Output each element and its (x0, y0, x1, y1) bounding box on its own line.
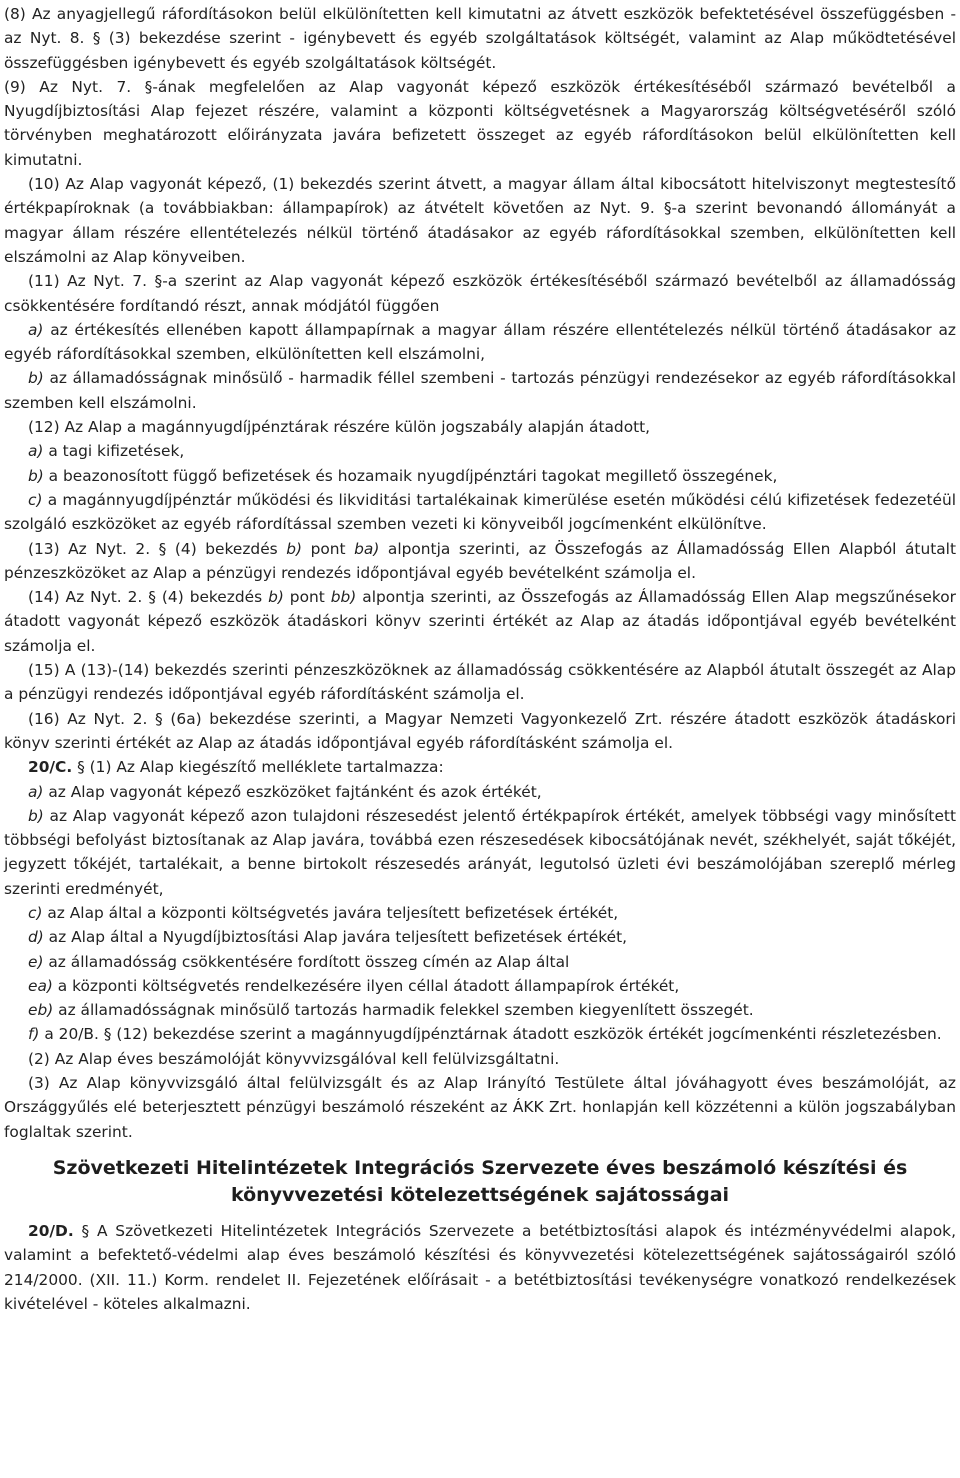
paragraph (4, 780, 956, 804)
paragraph-text: a tagi kifizetések, (43, 442, 185, 461)
paragraph (4, 318, 956, 367)
paragraph-text: a beazonosított függő befizetések és hozamaik nyugdíjpénztári tagokat megillető összegének, (43, 466, 778, 485)
item-marker: a) (28, 320, 44, 339)
paragraph-text: az Alap vagyonát képező azon tulajdoni részesedést jelentő értékpapírok értékét, amelyek többségi vagy minősített többségi befolyást biztosítanak az Alap javára, továbbá ezen részesedések kibocsátójának nevét, székhelyét, saját tőkéjét, jegyzett tőkéjét, tartalékait, a benne birtokolt részesedés arányát, legutolsó üzleti évi beszámolójában szereplő mérleg szerinti eredményét, (4, 806, 956, 898)
section-number: 20/C. (28, 758, 73, 777)
paragraph-text: az Alap által a központi költségvetés javára teljesített befizetések értékét, (42, 903, 619, 922)
paragraph-text: (11) Az Nyt. 7. §-a szerint az Alap vagyonát képező eszközök értékesítéséből származó bevételből az államadósság csökkentésére fordítandó részt, annak módjától függően (4, 272, 956, 315)
paragraph (4, 658, 956, 707)
paragraph (4, 755, 956, 779)
paragraph (4, 537, 956, 586)
item-marker: d) (28, 928, 44, 947)
paragraph-text: (12) Az Alap a magánnyugdíjpénztárak részére külön jogszabály alapján átadott, (28, 418, 651, 437)
paragraph-text: (10) Az Alap vagyonát képező, (1) bekezdés szerint átvett, a magyar állam által kibocsátott hitelviszonyt megtestesítő értékpapíroknak (a továbbiakban: állampapírok) az átvételt követően az Nyt. 9. §-a szerint bevonandó állományát a magyar állam részére ellentételezés nélkül történő átadásakor az egyéb ráfordításokkal szemben, elkülönítetten kell elszámolni az Alap könyveiben. (4, 175, 956, 266)
item-marker: ba) (354, 539, 380, 558)
item-marker: a) (28, 442, 44, 461)
paragraph-text: a 20/B. § (12) bekezdése szerint a magánnyugdíjpénztárnak átadott eszközök értékét jogcímenkénti részletezésben. (39, 1025, 942, 1044)
item-marker: c) (28, 903, 43, 922)
paragraph (4, 925, 956, 949)
paragraph-text: az államadósság csökkentésére fordított összeg címén az Alap által (43, 952, 570, 971)
item-marker: b) (28, 466, 44, 485)
paragraph (4, 415, 956, 439)
paragraph (4, 901, 956, 925)
paragraph-text: pont (302, 539, 355, 558)
item-marker: f) (28, 1025, 40, 1044)
paragraph (4, 974, 956, 998)
paragraph-text: (16) Az Nyt. 2. § (6a) bekezdése szerinti, a Magyar Nemzeti Vagyonkezelő Zrt. részére átadott eszközök átadáskori könyv szerinti értékét az Alap az átadás időpontjával egyéb ráfordításként számolja el. (4, 709, 956, 752)
paragraph-text: (3) Az Alap könyvvizsgáló által felülvizsgált és az Alap Irányító Testülete által jóváhagyott éves beszámolóját, az Országgyűlés elé beterjesztett pénzügyi beszámoló részeként az ÁKK Zrt. honlapján kell közzétenni a külön jogszabályban foglaltak szerint. (4, 1074, 956, 1141)
paragraph-text: (13) Az Nyt. 2. § (4) bekezdés (28, 539, 287, 558)
paragraph-text: § (1) Az Alap kiegészítő melléklete tartalmazza: (72, 758, 444, 777)
paragraph-text: az államadósságnak minősülő - harmadik féllel szembeni - tartozás pénzügyi rendezésekor az egyéb ráfordításokkal szemben kell elszámolni. (4, 369, 956, 412)
item-marker: b) (286, 539, 303, 558)
paragraph-text: az értékesítés ellenében kapott állampapírnak a magyar állam részére ellentételezés nélkül történő átadásakor az egyéb ráfordításokkal szemben, elkülönítetten kell elszámolni, (4, 320, 956, 364)
paragraph-text: a magánnyugdíjpénztár működési és likviditási tartalékainak kimerülése esetén működési célú kifizetések fedezetéül szolgáló eszközöket az egyéb ráfordítással szemben vezeti ki könyveiből jogcímenként elkülönítve. (4, 490, 956, 534)
paragraph-text: (8) Az anyagjellegű ráfordításokon belül elkülönítetten kell kimutatni az átvett eszközök befektetésével összefüggésben - az Nyt. 8. § (3) bekezdése szerint - igénybevett és egyéb szolgáltatások költségét, valamint az Alap működtetésével összefüggésben igénybevett és egyéb szolgáltatások költségét. (4, 5, 956, 72)
final-section (4, 1219, 956, 1316)
paragraph (4, 707, 956, 756)
item-marker: a) (28, 782, 44, 801)
paragraph (4, 269, 956, 318)
paragraph (4, 2, 956, 75)
section-number: 20/D. (28, 1221, 74, 1240)
paragraph-text: (9) Az Nyt. 7. §-ának megfelelően az Alap vagyonát képező eszközök értékesítéséből származó bevételből a Nyugdíjbiztosítási Alap fejezet részére, valamint a központi költségvetésnek a Magyarország költségvetéséről szóló törvényben meghatározott előirányzata javára befizetett összeget az egyéb ráfordításokon belül elkülönítetten kell kimutatni. (4, 77, 956, 169)
paragraph-text: az államadósságnak minősülő tartozás harmadik felekkel szemben kiegyenlített összegét. (53, 1001, 754, 1020)
paragraph (4, 1022, 956, 1046)
paragraph-text: alpontja szerinti, az Összefogás az Államadósság Ellen Alapból átutalt pénzeszközöket az Alap a pénzügyi rendezés időpontjával egyéb bevételként számolja el. (4, 539, 956, 582)
paragraph-text: (14) Az Nyt. 2. § (4) bekezdés (28, 588, 269, 607)
document-body (4, 2, 956, 1144)
item-marker: bb) (330, 588, 357, 607)
paragraph-text: a központi költségvetés rendelkezésére ilyen céllal átadott állampapírok értékét, (52, 976, 680, 995)
paragraph (4, 439, 956, 463)
section-heading: Szövetkezeti Hitelintézetek Integrációs Szervezete éves beszámoló készítési és könyvvezetési kötelezettségének sajátosságai (52, 1156, 908, 1206)
paragraph (4, 1071, 956, 1144)
item-marker: b) (28, 806, 44, 825)
item-marker: eb) (28, 1001, 54, 1020)
paragraph-text: alpontja szerinti, az Összefogás az Államadósság Ellen Alap megszűnésekor átadott vagyonát képező eszközök átadáskori könyv szerinti értékét az Alap az átadás időpontjával egyéb bevételként számolja el. (4, 588, 956, 655)
paragraph-text: az Alap által a Nyugdíjbiztosítási Alap javára teljesített befizetések értékét, (43, 928, 628, 947)
item-marker: e) (28, 952, 44, 971)
paragraph (4, 488, 956, 537)
paragraph (4, 804, 956, 901)
paragraph-text: pont (283, 588, 331, 607)
paragraph (4, 950, 956, 974)
item-marker: b) (268, 588, 284, 607)
paragraph (4, 1219, 956, 1316)
paragraph (4, 585, 956, 658)
paragraph (4, 1047, 956, 1071)
paragraph-text: § A Szövetkezeti Hitelintézetek Integrációs Szervezete a betétbiztosítási alapok és intézményvédelmi alapok, valamint a befektető-védelmi alap éves beszámoló készítési és könyvvezetési kötelezettségének sajátosságairól szóló 214/2000. (XII. 11.) Korm. rendelet II. Fejezetének előírásait - a betétbiztosítási tevékenységre vonatkozó rendelkezések kivételével - köteles alkalmazni. (4, 1221, 956, 1313)
paragraph-text: (2) Az Alap éves beszámolóját könyvvizsgálóval kell felülvizsgáltatni. (28, 1049, 560, 1068)
paragraph-text: az Alap vagyonát képező eszközöket fajtánként és azok értékét, (43, 782, 542, 801)
paragraph (4, 75, 956, 172)
item-marker: ea) (28, 976, 53, 995)
paragraph-text: (15) A (13)-(14) bekezdés szerinti pénzeszközöknek az államadósság csökkentésére az Alapból átutalt összegét az Alap a pénzügyi rendezés időpontjával egyéb ráfordításként számolja el. (4, 661, 956, 704)
paragraph (4, 366, 956, 415)
item-marker: c) (28, 490, 43, 509)
paragraph (4, 172, 956, 269)
paragraph (4, 998, 956, 1022)
paragraph (4, 464, 956, 488)
item-marker: b) (28, 369, 44, 388)
